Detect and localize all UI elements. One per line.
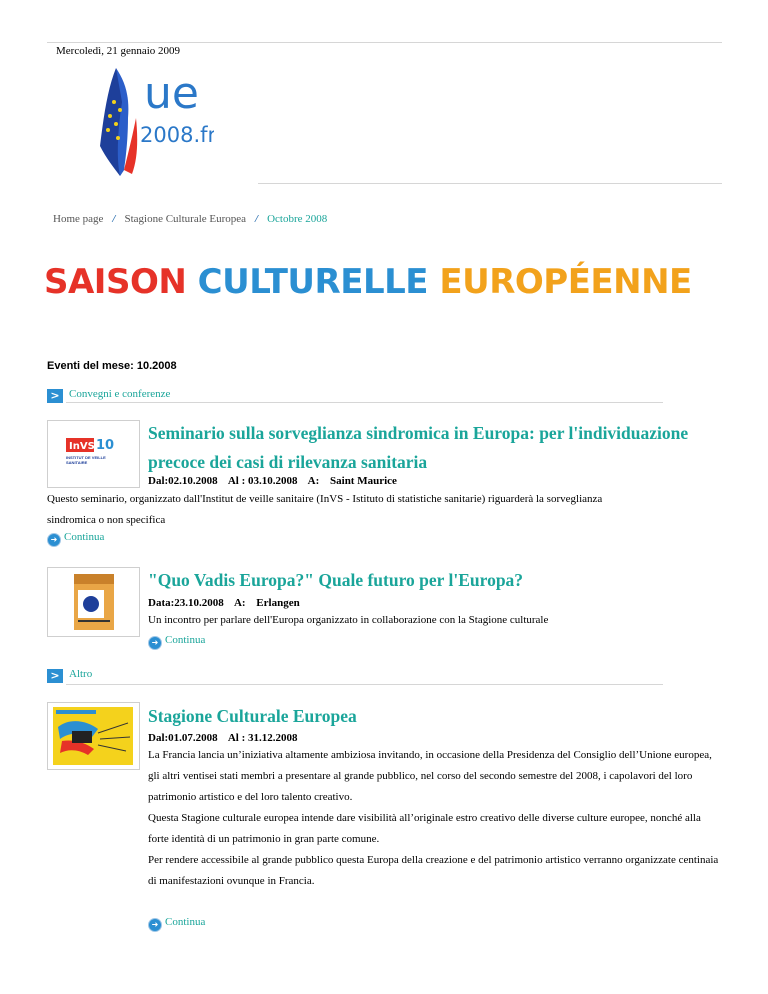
breadcrumb — [53, 213, 327, 225]
event-meta — [148, 732, 306, 744]
event-thumbnail-invs[interactable] — [47, 420, 140, 488]
event-title[interactable]: Seminario sulla sorveglianza sindromica in Europa: per l'individuazione precoce dei casi di rilevanza sanitaria — [148, 423, 689, 472]
header-divider — [258, 183, 722, 184]
breadcrumb-separator: / — [112, 213, 116, 225]
svg-text:10: 10 — [96, 438, 115, 453]
event-date: Dal:02.10.2008 — [148, 475, 218, 487]
category-label[interactable]: Altro — [69, 668, 93, 680]
event-description: Un incontro per parlare dell'Europa organizzato in collaborazione con la Stagione culturale — [148, 614, 549, 626]
logo-ue-text: ue — [144, 68, 199, 119]
saison-culturelle-banner — [44, 260, 692, 304]
breadcrumb-home[interactable]: Home page — [53, 213, 104, 225]
category-header-altro — [47, 667, 663, 685]
invs-caption: INSTITUT DE VEILLE SANITAIRE — [66, 455, 106, 465]
banner-word-saison: SAISON — [44, 262, 187, 302]
event-thumbnail-stagione[interactable] — [47, 702, 140, 770]
arrow-circle-icon: ➜ — [148, 636, 162, 650]
category-label[interactable]: Convegni e conferenze — [69, 388, 171, 400]
ue2008-logo[interactable] — [94, 58, 214, 178]
event-end-date: Al : 31.12.2008 — [227, 732, 298, 744]
event-place-label: A: — [233, 597, 246, 609]
event-date: Data:23.10.2008 — [148, 597, 224, 609]
arrow-right-icon: > — [47, 669, 63, 683]
arrow-right-icon: > — [47, 389, 63, 403]
current-date: Mercoledì, 21 gennaio 2009 — [56, 45, 181, 57]
continua-link[interactable]: ➜ Continua — [47, 531, 104, 547]
event-place: Erlangen — [256, 597, 300, 609]
breadcrumb-current[interactable]: Octobre 2008 — [267, 213, 328, 225]
event-place-label: A: — [307, 475, 320, 487]
arrow-circle-icon: ➜ — [47, 533, 61, 547]
event-thumbnail-quo-vadis[interactable] — [47, 567, 140, 637]
events-month-heading: Eventi del mese: 10.2008 — [47, 360, 177, 372]
event-place: Saint Maurice — [330, 475, 397, 487]
category-divider — [66, 684, 663, 685]
event-meta — [148, 597, 308, 609]
continua-link[interactable]: ➜ Continua — [148, 916, 205, 932]
top-divider — [47, 42, 722, 43]
arrow-circle-icon: ➜ — [148, 918, 162, 932]
banner-word-culturelle: CULTURELLE — [197, 262, 429, 302]
event-title[interactable]: Stagione Culturale Europea — [148, 706, 357, 726]
event-title[interactable]: "Quo Vadis Europa?" Quale futuro per l'Europa? — [148, 570, 524, 590]
event-end-date: Al : 03.10.2008 — [227, 475, 298, 487]
event-meta — [148, 475, 405, 487]
event-description-p1: La Francia lancia un’iniziativa altamente ambiziosa invitando, in occasione della Presidenza del Consiglio dell’Unione europea, gli altri ventisei stati membri a presentare al grande pubblico, nel corso del secondo semestre del 2008, i capolavori del loro patrimonio artistico e del loro talento creativo. — [148, 749, 712, 803]
event-description-p3: Per rendere accessibile al grande pubblico questa Europa della creazione e del patrimonio artistico verranno organizzate centinaia di manifestazioni ovunque in Francia. — [148, 854, 719, 887]
breadcrumb-separator: / — [255, 213, 259, 225]
banner-word-europeenne: EUROPÉENNE — [439, 262, 692, 302]
breadcrumb-stagione[interactable]: Stagione Culturale Europea — [124, 213, 247, 225]
continua-link[interactable]: ➜ Continua — [148, 634, 205, 650]
event-description: Questo seminario, organizzato dall'Institut de veille sanitaire (InVS - Istituto di statistiche sanitarie) riguarderà la sorveglianza sindromica o non specifica — [47, 493, 603, 526]
logo-domain-text: 2008.fr — [140, 123, 214, 147]
event-date: Dal:01.07.2008 — [148, 732, 218, 744]
category-divider — [66, 402, 663, 403]
invs-brand: InVS — [69, 441, 95, 452]
event-description-p2: Questa Stagione culturale europea intende dare visibilità all’originale estro creativo delle diverse culture europee, nonché alla forte identità di un patrimonio in gran parte comune. — [148, 812, 701, 845]
